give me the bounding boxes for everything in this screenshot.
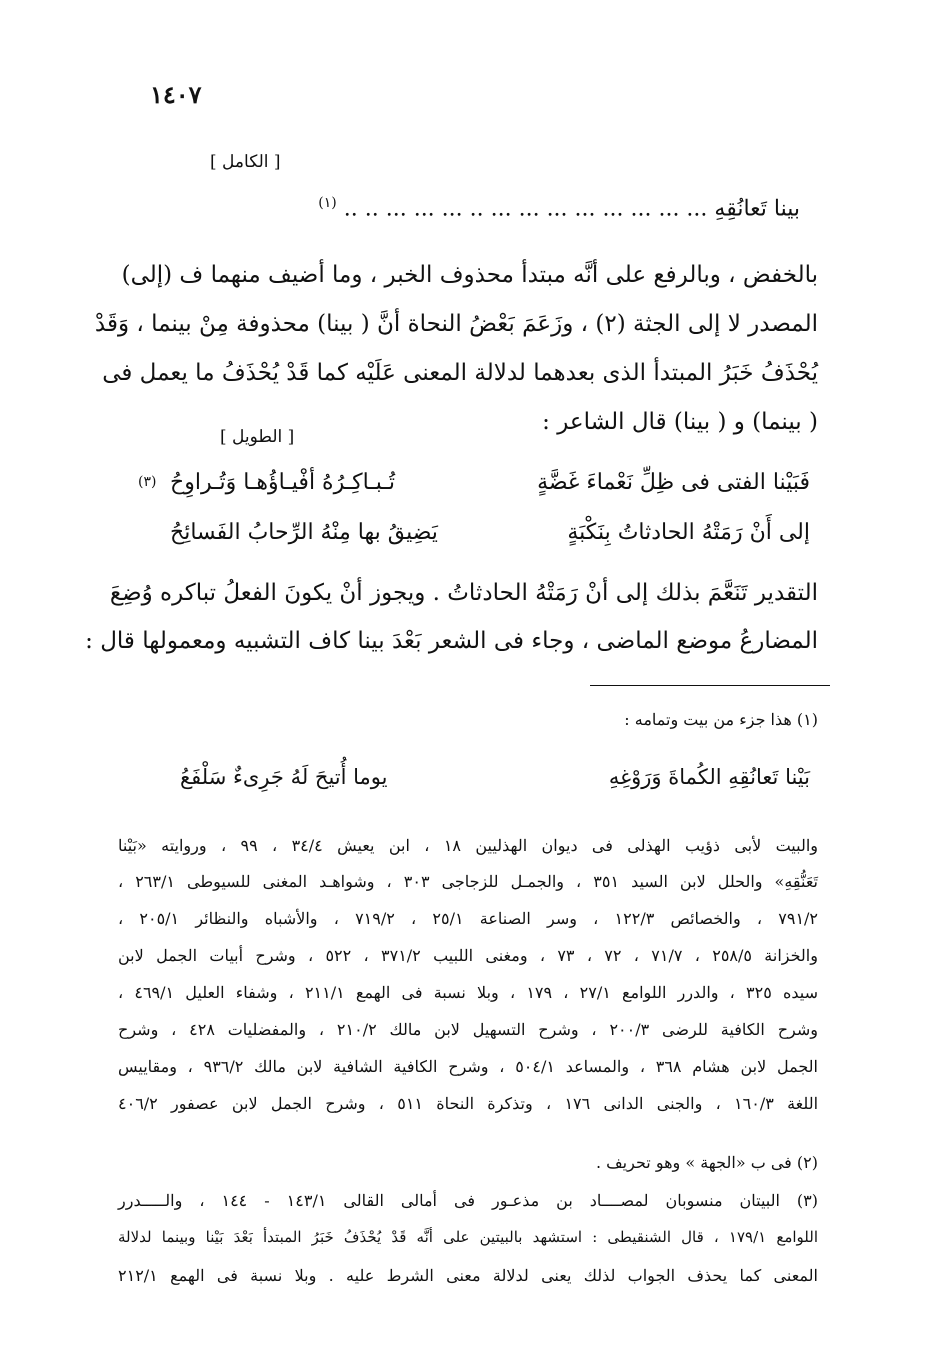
footnote-marker-3: (٣) xyxy=(138,474,157,490)
poem-verse-1-second-hemistich xyxy=(170,470,395,495)
footnote-1-line-8: اللغة ١٦٠/٣ ، والجنى الدانى ١٧٦ ، وتذكرة النحاة ٥١١ ، وشرح الجمل لابن عصفور ٤٠٦/٢ xyxy=(118,1094,819,1113)
footnote-separator xyxy=(590,685,830,686)
footnote-1-line-3: ٧٩١/٢ ، والخصائص ١٢٢/٣ ، وسر الصناعة ٢٥/١ ، ٧١٩/٢ ، والأشباه والنظائر ٢٠٥/١ ، xyxy=(118,909,819,928)
footnote-1-line-6: وشرح الكافية للرضى ٢٠٠/٣ ، وشرح التسهيل لابن مالك ٢١٠/٢ ، والمفضليات ٤٢٨ ، وشرح xyxy=(118,1020,819,1039)
footnote-marker-1: (١) xyxy=(318,195,337,211)
page-number: ١٤٠٧ xyxy=(150,80,202,109)
footnote-1-line-4: والخزانة ٢٥٨/٥ ، ٧١/٧ ، ٧٢ ، ٧٣ ، ومغنى اللبيب ٣٧١/٢ ، ٥٢٢ ، وشرح أبيات الجمل لابن xyxy=(118,946,818,965)
body-line-5: التقدير تَنَعَّمَ بذلك إلى أنْ رَمَتْهُ الحادثاتُ . ويجوز أنْ يكونَ الفعلُ تباكره وُضِعَ xyxy=(109,580,818,606)
body-line-4: ( بينما) و ( بينا) قال الشاعر : xyxy=(542,409,818,435)
body-line-3: يُحْذَفُ خَبَرُ المبتدأ الذى بعدهما لدلالة المعنى عَلَيْه كما قَدْ يُحْذَفُ ما يعمل فى xyxy=(102,360,818,386)
verse-fragment xyxy=(318,195,800,221)
meter-label-tawil: [ الطويل ] xyxy=(220,427,295,447)
footnote-3-line-1: (٣) البيتان منسوبان لمصــــاد بن مذعـور فى أمالى القالى ١٤٣/١ - ١٤٤ ، والـــــدرر xyxy=(118,1191,819,1210)
poem-verse-2-second-hemistich: يَضِيقُ بها مِنْهُ الرِّحابُ الفَسائِحُ xyxy=(170,520,438,545)
footnote-1-line-2: تَعَنُّقِهِ» والحلل لابن السيد ٣٥١ ، والجمـل للزجاجى ٣٠٣ ، وشواهـد المغنى للسيوطى ٢٦٣/١ ، xyxy=(118,872,819,891)
verse-fragment-text: بينا تَعانُقِهِ ... ... ... ... ... ... ... ... .. ... ... ... .. .. xyxy=(343,196,800,222)
meter-label-kamil: [ الكامل ] xyxy=(210,152,281,172)
footnote-1-line-7: الجمل لابن هشام ٣٦٨ ، والمساعد ٥٠٤/١ ، وشرح الكافية الشافية لابن مالك ٩٣٦/٢ ، ومقاييس xyxy=(118,1057,819,1076)
poem-verse-2-first-hemistich: إلى أَنْ رَمَتْهُ الحادثاتُ بِنَكْبَةٍ xyxy=(567,520,810,545)
footnote-verse-first-hemistich: بَيْنا تَعانُقِهِ الكُماةَ وَرَوْغِهِ xyxy=(608,765,810,789)
footnote-1-line-5: سيده ٣٢٥ ، والدرر اللوامع ٢٧/١ ، ١٧٩ ، وبلا نسبة فى الهمع ٢١١/١ ، وشفاء العليل ٤٦٩/١ ، xyxy=(118,983,819,1002)
poem-verse-1-first-hemistich: فَبَيْنا الفتى فى ظِلِّ نَعْماءَ غَضَّةٍ xyxy=(537,470,810,495)
footnote-1-intro: (١) هذا جزء من بيت وتمامه : xyxy=(624,710,818,729)
footnote-1-line-1: والبيت لأبى ذؤيب الهذلى فى ديوان الهذليين ١٨ ، ابن يعيش ٣٤/٤ ، ٩٩ ، وروايته «بَيْنا xyxy=(118,836,819,855)
body-line-6: المضارعُ موضع الماضى ، وجاء فى الشعر بَعْدَ بينا كاف التشبيه ومعمولها قال : xyxy=(85,628,818,654)
body-line-1: بالخفض ، وبالرفع على أنَّه مبتدأ محذوف الخبر ، وما أضيف منهما ف (إلى) xyxy=(121,262,818,288)
footnote-3-line-3: المعنى كما يحذف الجواب لذلك يعنى لدلالة معنى الشرط عليه . وبلا نسبة فى الهمع ٢١٢/١ xyxy=(118,1266,818,1285)
footnote-2: (٢) فى ب «الجهة » وهو تحريف . xyxy=(595,1153,818,1172)
footnote-verse-second-hemistich: يوما أُتيحَ لَهُ جَرِىءٌ سَلْفَعُ xyxy=(180,765,388,789)
footnote-3-line-2: اللوامع ١٧٩/١ ، قال الشنقيطى : استشهد بالبيتين على أنَّه قَدْ يُحْذَفُ خَبَرُ المبتدأ بَعْدَ بَيْنا وبينما لدلالة xyxy=(118,1228,818,1246)
body-line-2: المصدر لا إلى الجثة (٢) ، وزَعَمَ بَعْضُ النحاة أنَّ ( بينا) محذوفة مِنْ بينما ، وَقَدْ xyxy=(94,311,818,337)
poem-verse-1-second-text: تُـبـاكِـرُهُ أفْيـاؤُهـا وَتُـراوِحُ xyxy=(170,470,395,495)
